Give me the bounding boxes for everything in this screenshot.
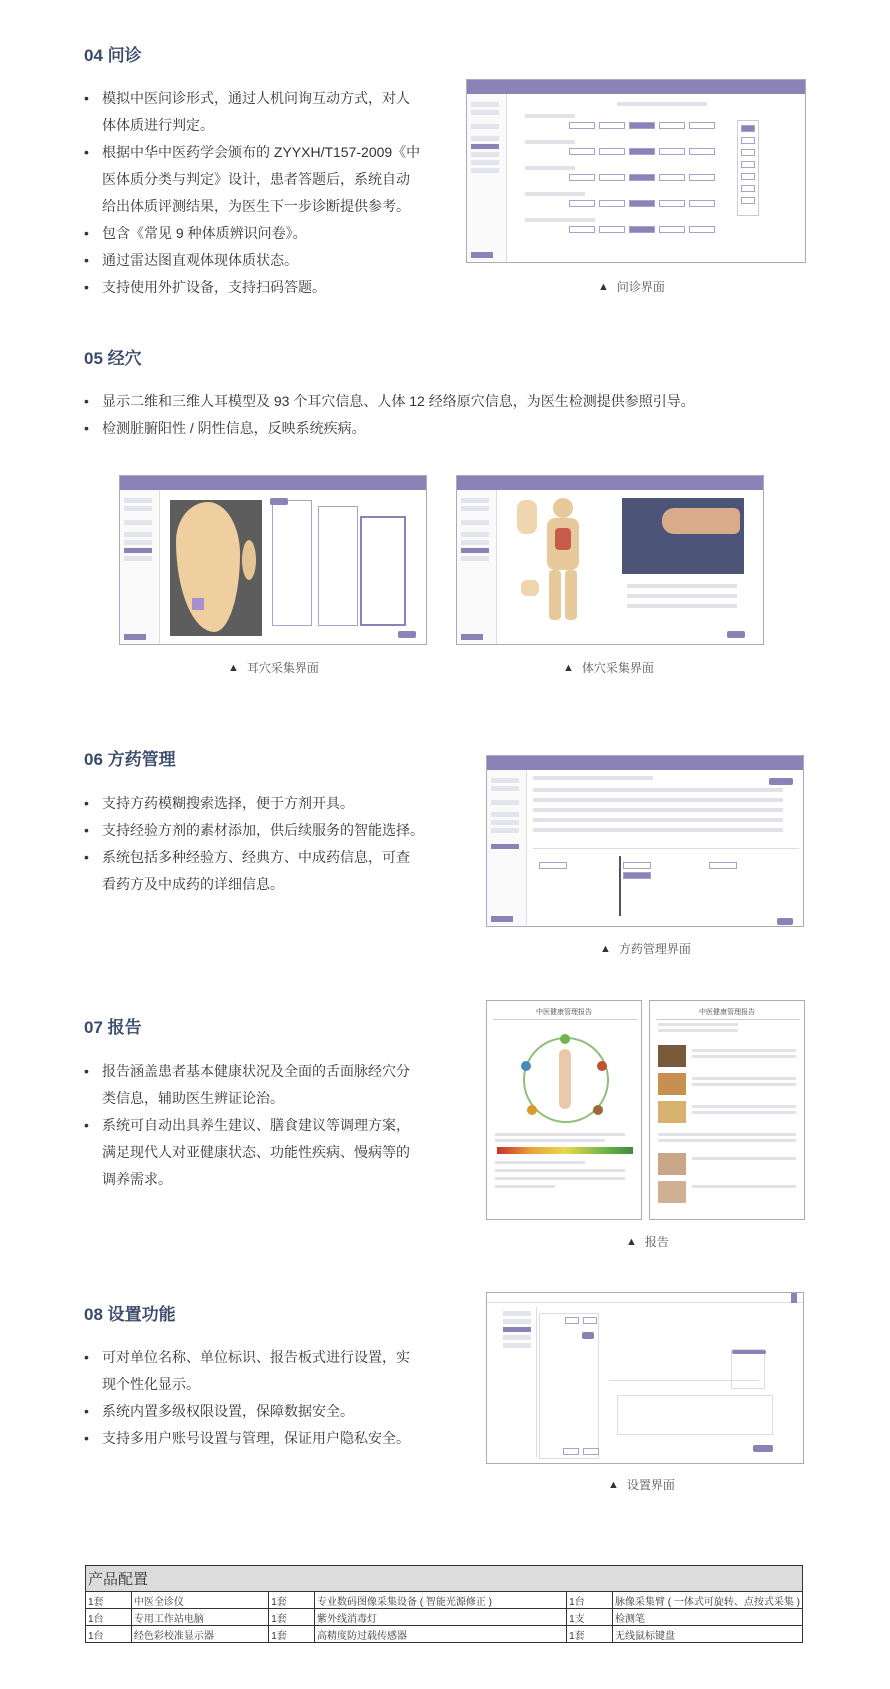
report-caption bbox=[626, 1233, 669, 1250]
bullet: • 模拟中医问诊形式，通过人机问询互动方式，对人 bbox=[84, 85, 454, 112]
section-05-title: 05 经穴 bbox=[84, 349, 142, 368]
item-cell: 紫外线消毒灯 bbox=[315, 1609, 567, 1626]
report-title: 中医健康管理报告 bbox=[699, 1008, 755, 1016]
arrow-up-icon: ▲ bbox=[563, 661, 574, 674]
bullet: • 可对单位名称、单位标识、报告板式进行设置，实 bbox=[84, 1344, 454, 1371]
bullet: • 支持经验方剂的素材添加，供后续服务的智能选择。 bbox=[84, 817, 454, 844]
item-cell: 专用工作站电脑 bbox=[131, 1609, 268, 1626]
food-photo bbox=[658, 1073, 686, 1095]
section-05-bullets bbox=[84, 388, 814, 442]
table-row bbox=[86, 1592, 803, 1609]
hand-3d-view bbox=[622, 498, 744, 574]
app-header bbox=[467, 80, 805, 94]
report-title: 中医健康管理报告 bbox=[536, 1008, 592, 1016]
item-cell: 经色彩校准显示器 bbox=[131, 1626, 268, 1643]
arrow-up-icon: ▲ bbox=[228, 661, 239, 674]
ear-acupoint-caption bbox=[228, 659, 319, 676]
bullet: • 系统可自动出具养生建议、膳食建议等调理方案， bbox=[84, 1112, 454, 1139]
bullet: • 支持方药模糊搜索选择，便于方剂开具。 bbox=[84, 790, 454, 817]
food-photo bbox=[658, 1101, 686, 1123]
bullet: • 检测脏腑阳性 / 阴性信息，反映系统疾病。 bbox=[84, 415, 814, 442]
item-cell: 中医全诊仪 bbox=[131, 1592, 268, 1609]
qty-cell: 1套 bbox=[269, 1592, 315, 1609]
bullet: • 支持使用外扩设备，支持扫码答题。 bbox=[84, 274, 454, 301]
bullet: • 系统内置多级权限设置，保障数据安全。 bbox=[84, 1398, 454, 1425]
bullet-continued: 现个性化显示。 bbox=[102, 1376, 200, 1392]
caption-text: 方药管理界面 bbox=[618, 942, 691, 956]
settings-caption bbox=[608, 1476, 675, 1493]
section-08-bullets bbox=[84, 1344, 454, 1452]
bullet: • 支持多用户账号设置与管理，保证用户隐私安全。 bbox=[84, 1425, 454, 1452]
bullet: • 通过雷达图直观体现体质状态。 bbox=[84, 247, 454, 274]
section-06-title: 06 方药管理 bbox=[84, 750, 176, 769]
ear-acupoint-screenshot bbox=[119, 475, 427, 645]
item-cell: 检测笔 bbox=[612, 1609, 802, 1626]
exercise-photo bbox=[658, 1181, 686, 1203]
product-config-table bbox=[85, 1565, 803, 1643]
section-04-title: 04 问诊 bbox=[84, 46, 142, 65]
bullet: • 根据中华中医药学会颁布的 ZYYXH/T157-2009《中 bbox=[84, 139, 454, 166]
section-07-title: 07 报告 bbox=[84, 1018, 142, 1037]
settings-screenshot bbox=[486, 1292, 804, 1464]
arrow-up-icon: ▲ bbox=[608, 1478, 619, 1491]
bullet-continued: 给出体质评测结果，为医生下一步诊断提供参考。 bbox=[102, 198, 410, 214]
qty-cell: 1支 bbox=[567, 1609, 613, 1626]
qty-cell: 1台 bbox=[567, 1592, 613, 1609]
caption-text: 问诊界面 bbox=[616, 280, 665, 294]
section-07-bullets bbox=[84, 1058, 454, 1193]
inquiry-caption bbox=[598, 278, 665, 295]
bullet-continued: 类信息，辅助医生辨证论治。 bbox=[102, 1090, 284, 1106]
arrow-up-icon: ▲ bbox=[600, 942, 611, 955]
bullet-continued: 调养需求。 bbox=[102, 1171, 172, 1187]
bullet-continued: 看药方及中成药的详细信息。 bbox=[102, 876, 284, 892]
section-06-bullets bbox=[84, 790, 454, 898]
table-row bbox=[86, 1609, 803, 1626]
bullet-continued: 医体质分类与判定》设计，患者答题后，系统自动 bbox=[102, 171, 410, 187]
body-acupoint-screenshot bbox=[456, 475, 764, 645]
caption-text: 设置界面 bbox=[626, 1478, 675, 1492]
app-sidebar bbox=[467, 94, 507, 262]
report-page-2 bbox=[649, 1000, 805, 1220]
qty-cell: 1套 bbox=[269, 1626, 315, 1643]
arrow-up-icon: ▲ bbox=[598, 280, 609, 293]
item-cell: 高精度防过载传感器 bbox=[315, 1626, 567, 1643]
qty-cell: 1台 bbox=[86, 1609, 132, 1626]
prescription-screenshot bbox=[486, 755, 804, 927]
body-acupoint-caption bbox=[563, 659, 654, 676]
item-cell: 无线鼠标键盘 bbox=[612, 1626, 802, 1643]
qty-cell: 1套 bbox=[567, 1626, 613, 1643]
table-row bbox=[86, 1626, 803, 1643]
qty-cell: 1套 bbox=[269, 1609, 315, 1626]
exercise-photo bbox=[658, 1153, 686, 1175]
report-page-1 bbox=[486, 1000, 642, 1220]
config-title: 产品配置 bbox=[86, 1566, 803, 1592]
body-model bbox=[553, 498, 573, 518]
inquiry-screenshot bbox=[466, 79, 806, 263]
caption-text: 体穴采集界面 bbox=[581, 661, 654, 675]
qty-cell: 1套 bbox=[86, 1592, 132, 1609]
item-cell: 专业数码图像采集设备 ( 智能光源修正 ) bbox=[315, 1592, 567, 1609]
qty-cell: 1台 bbox=[86, 1626, 132, 1643]
prescription-caption bbox=[600, 940, 691, 957]
section-08-title: 08 设置功能 bbox=[84, 1305, 176, 1324]
caption-text: 报告 bbox=[644, 1235, 669, 1249]
ear-model bbox=[176, 502, 240, 632]
arrow-up-icon: ▲ bbox=[626, 1235, 637, 1248]
bullet: • 报告涵盖患者基本健康状况及全面的舌面脉经穴分 bbox=[84, 1058, 454, 1085]
bullet: • 包含《常见 9 种体质辨识问卷》。 bbox=[84, 220, 454, 247]
health-gradient-bar bbox=[497, 1147, 633, 1154]
section-04-bullets bbox=[84, 85, 454, 301]
item-cell: 脉像采集臂 ( 一体式可旋转、点按式采集 ) bbox=[612, 1592, 802, 1609]
bullet: • 显示二维和三维人耳模型及 93 个耳穴信息、人体 12 经络原穴信息，为医生检测提供参照引导。 bbox=[84, 388, 814, 415]
food-photo bbox=[658, 1045, 686, 1067]
bullet-continued: 满足现代人对亚健康状态、功能性疾病、慢病等的 bbox=[102, 1144, 410, 1160]
bullet: • 系统包括多种经验方、经典方、中成药信息，可查 bbox=[84, 844, 454, 871]
bullet-continued: 体体质进行判定。 bbox=[102, 117, 214, 133]
caption-text: 耳穴采集界面 bbox=[246, 661, 319, 675]
